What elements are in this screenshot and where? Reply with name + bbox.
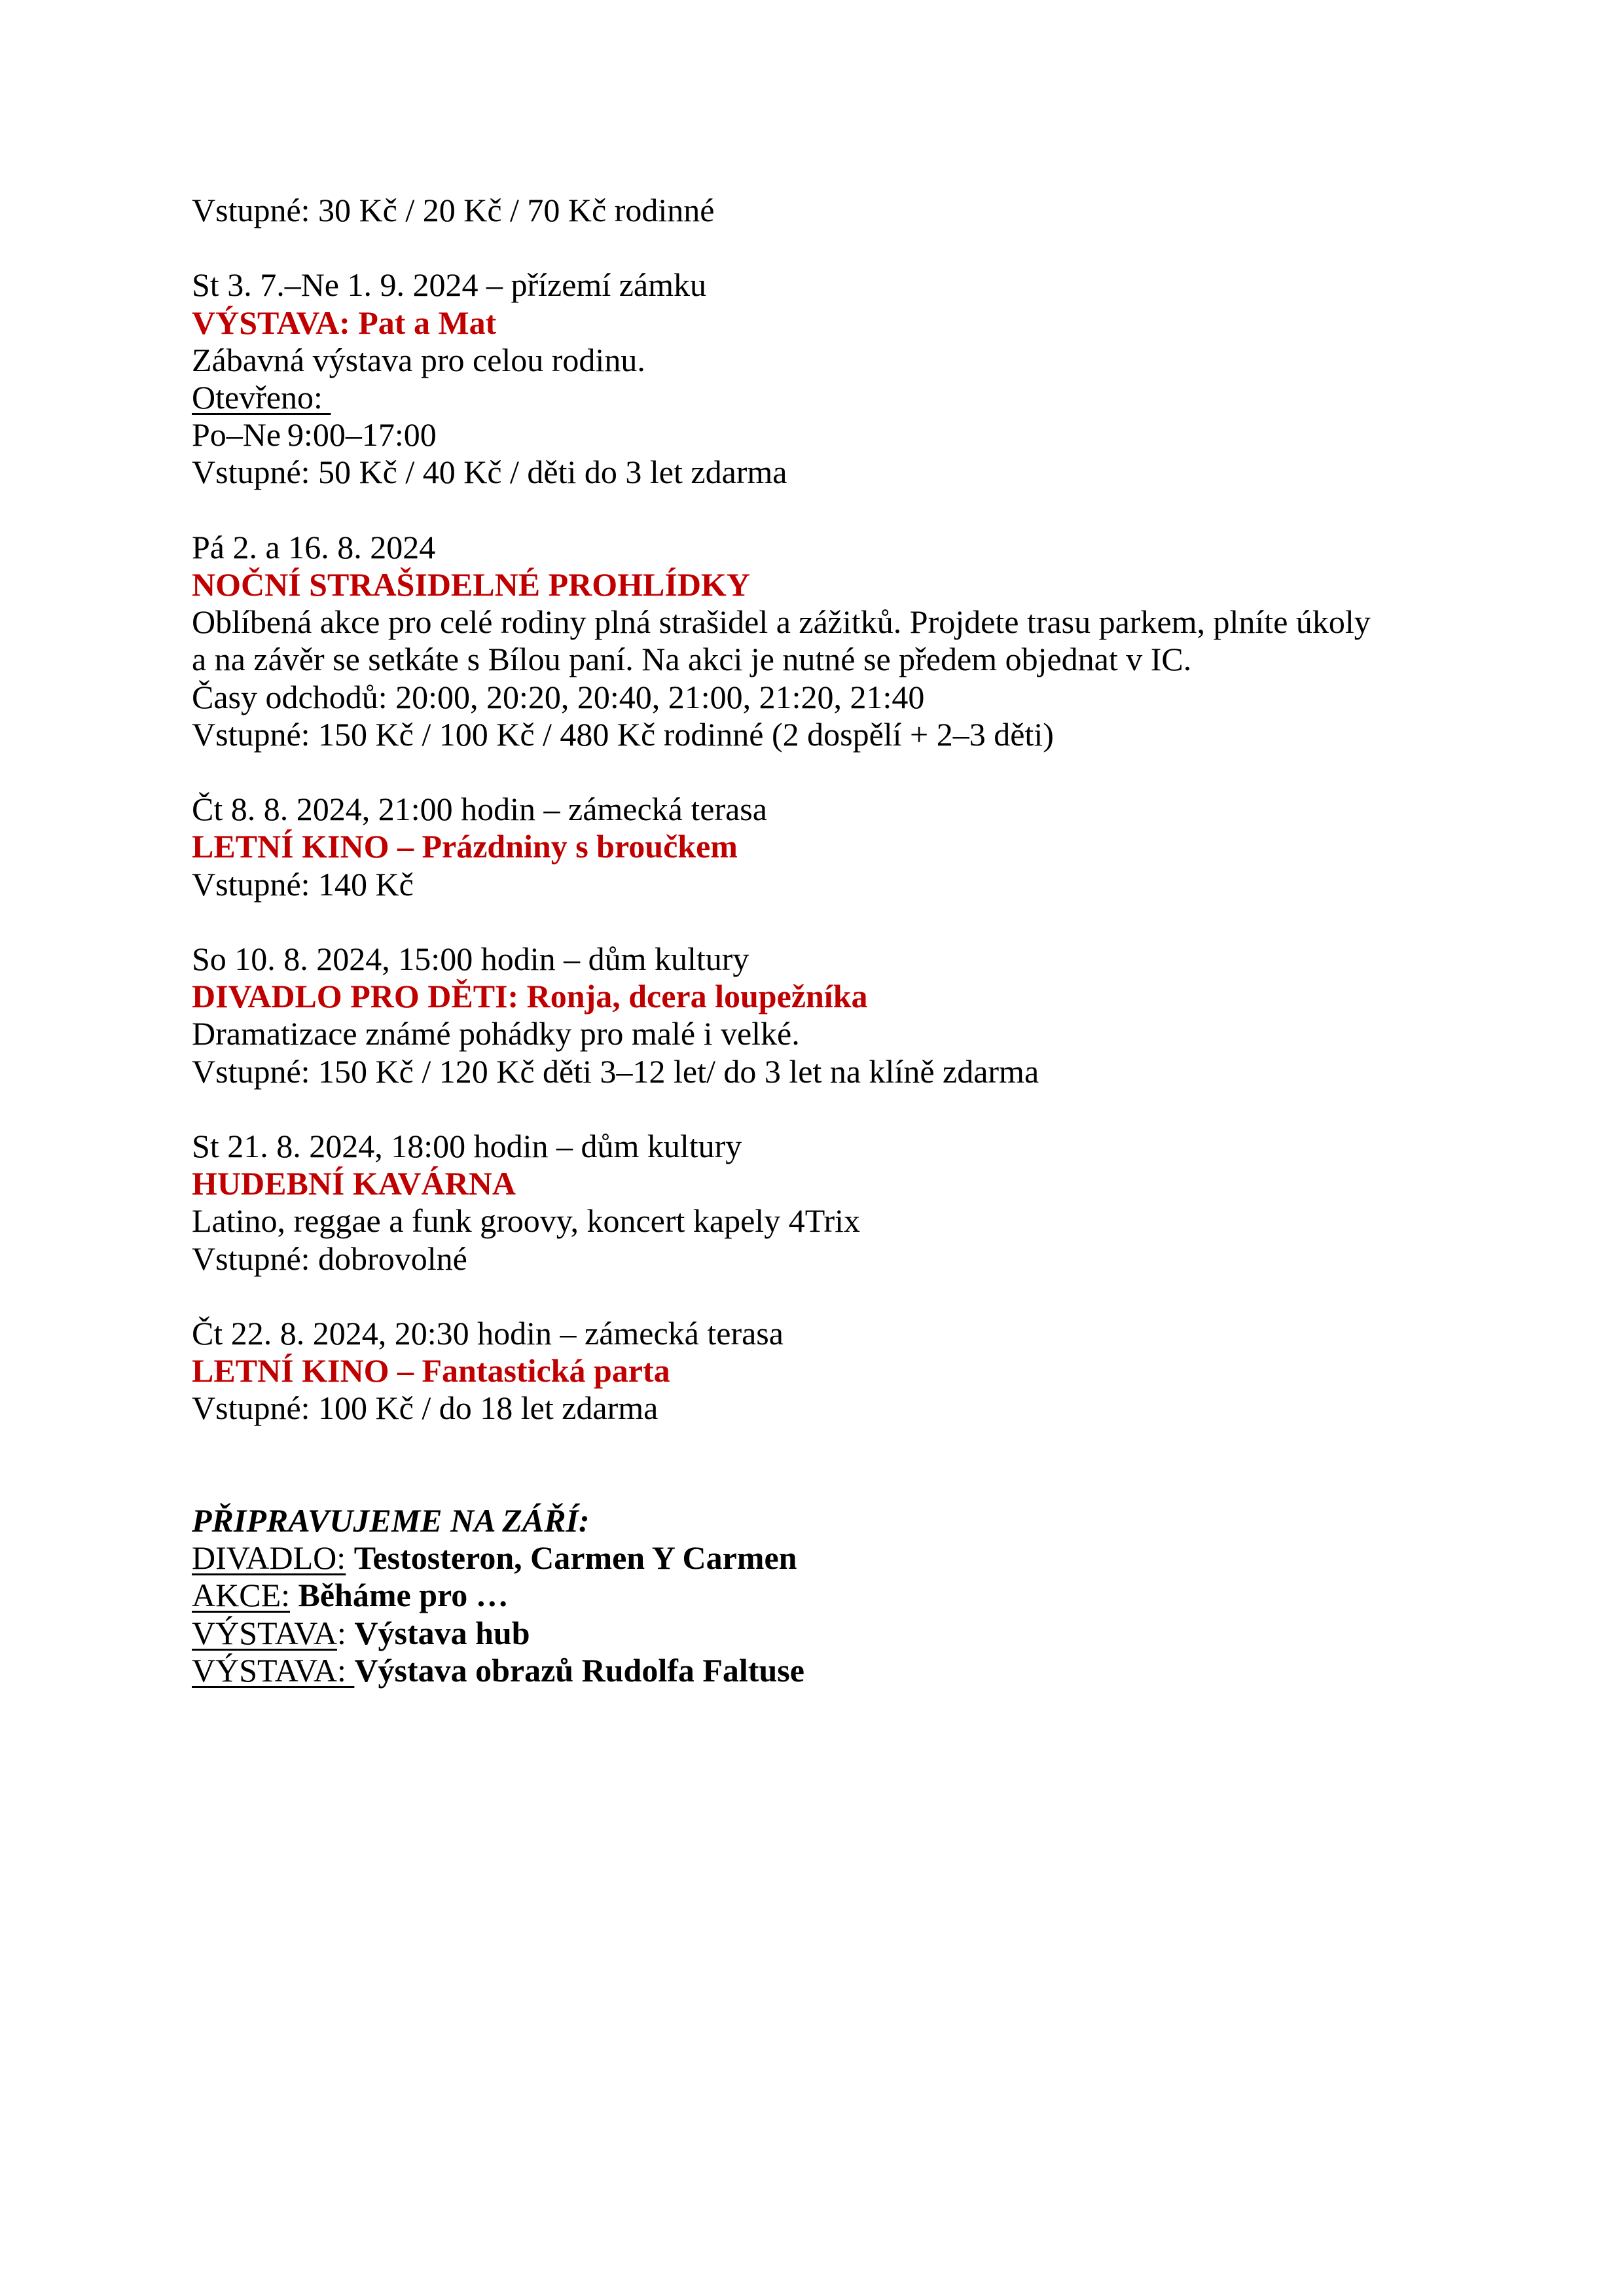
upcoming-item-2-value: Běháme pro …: [298, 1577, 509, 1614]
upcoming-item-3-sep: :: [337, 1614, 355, 1651]
event-1-pricing: Vstupné: 50 Kč / 40 Kč / děti do 3 let zdarma: [192, 454, 787, 491]
event-1-open-hours: 9:00–17:00: [287, 416, 437, 454]
event-3-date: Čt 8. 8. 2024, 21:00 hodin – zámecká terasa: [192, 791, 767, 828]
event-5-date: St 21. 8. 2024, 18:00 hodin – dům kultury: [192, 1128, 742, 1164]
upcoming-item-vystava-1: [192, 1615, 1506, 1652]
upcoming-item-2-sep: [290, 1577, 298, 1613]
event-5-pricing: Vstupné: dobrovolné: [192, 1240, 467, 1277]
event-1-title: VÝSTAVA: Pat a Mat: [192, 304, 497, 341]
upcoming-item-3-value: Výstava hub: [354, 1614, 530, 1651]
upcoming-heading: PŘIPRAVUJEME NA ZÁŘÍ:: [192, 1501, 590, 1539]
event-4-title: DIVADLO PRO DĚTI: Ronja, dcera loupežníka: [192, 978, 868, 1015]
spacer: [192, 229, 1506, 266]
upcoming-item-vystava-2: [192, 1652, 1506, 1689]
event-5-title: HUDEBNÍ KAVÁRNA: [192, 1165, 516, 1202]
upcoming-item-divadlo: [192, 1539, 1506, 1577]
event-1-open-days: Po–Ne: [192, 416, 281, 454]
upcoming-item-4-value: Výstava obrazů Rudolfa Faltuse: [354, 1651, 804, 1689]
event-2-pricing: Vstupné: 150 Kč / 100 Kč / 480 Kč rodinné (2 dospělí + 2–3 děti): [192, 715, 1054, 753]
event-6-title: LETNÍ KINO – Fantastická parta: [192, 1352, 670, 1390]
event-6-date: Čt 22. 8. 2024, 20:30 hodin – zámecká terasa: [192, 1315, 784, 1352]
event-1-schedule-row: [192, 416, 1506, 454]
spacer: [192, 1465, 1506, 1502]
spacer: [192, 903, 1506, 941]
event-2-date: Pá 2. a 16. 8. 2024: [192, 528, 436, 565]
event-1-open-label: Otevřeno:: [192, 379, 331, 416]
event-6-pricing: Vstupné: 100 Kč / do 18 let zdarma: [192, 1390, 659, 1427]
upcoming-item-3-label: VÝSTAVA: [192, 1614, 337, 1651]
spacer: [192, 492, 1506, 529]
event-2-description-line2: a na závěr se setkáte s Bílou paní. Na akci je nutné se předem objednat v IC.: [192, 641, 1192, 678]
spacer: [192, 1090, 1506, 1128]
upcoming-item-1-sep: [346, 1539, 354, 1576]
event-2-title: NOČNÍ STRAŠIDELNÉ PROHLÍDKY: [192, 566, 750, 603]
spacer: [192, 753, 1506, 791]
admission-note: Vstupné: 30 Kč / 20 Kč / 70 Kč rodinné: [192, 192, 715, 228]
event-5-description: Latino, reggae a funk groovy, koncert kapely 4Trix: [192, 1202, 861, 1240]
event-4-date: So 10. 8. 2024, 15:00 hodin – dům kultury: [192, 941, 749, 977]
spacer: [192, 1427, 1506, 1465]
upcoming-item-4-label: VÝSTAVA:: [192, 1651, 355, 1689]
event-4-pricing: Vstupné: 150 Kč / 120 Kč děti 3–12 let/ do 3 let na klíně zdarma: [192, 1052, 1039, 1090]
event-1-open-row: [192, 379, 1506, 416]
upcoming-item-1-label: DIVADLO:: [192, 1539, 346, 1577]
event-2-description-line1: Oblíbená akce pro celé rodiny plná strašidel a zážitků. Projdete trasu parkem, plníte úkoly: [192, 603, 1371, 641]
event-1-date: St 3. 7.–Ne 1. 9. 2024 – přízemí zámku: [192, 266, 706, 304]
event-3-pricing: Vstupné: 140 Kč: [192, 865, 414, 903]
event-3-title: LETNÍ KINO – Prázdniny s broučkem: [192, 828, 738, 865]
upcoming-item-2-label: AKCE:: [192, 1577, 290, 1614]
spacer: [192, 1278, 1506, 1315]
upcoming-item-1-value: Testosteron, Carmen Y Carmen: [353, 1539, 797, 1577]
events-program: [192, 192, 1506, 1689]
event-4-description: Dramatizace známé pohádky pro malé i velké.: [192, 1015, 800, 1052]
event-1-description: Zábavná výstava pro celou rodinu.: [192, 341, 645, 378]
upcoming-item-akce: [192, 1577, 1506, 1614]
event-2-departure-times: Časy odchodů: 20:00, 20:20, 20:40, 21:00, 21:20, 21:40: [192, 678, 925, 715]
